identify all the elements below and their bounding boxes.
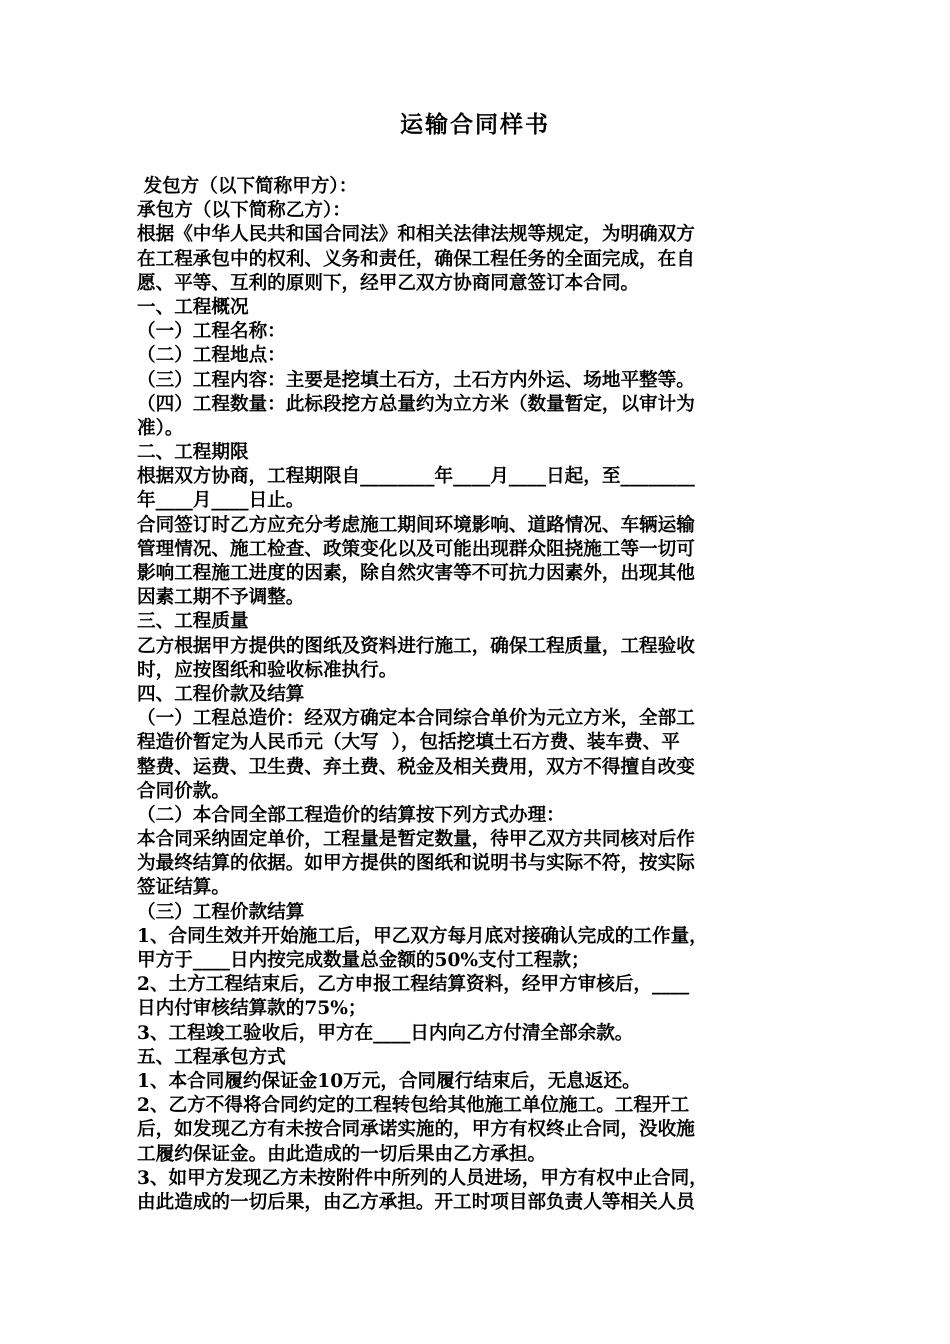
document-line: （一）工程名称： xyxy=(137,321,286,343)
document-line: 一、工程概况 xyxy=(137,296,249,318)
document-line: （二）工程地点： xyxy=(137,345,286,367)
document-line: 二、工程期限 xyxy=(137,442,249,464)
document-line: 管理情况、施工检查、政策变化以及可能出现群众阻挠施工等一切可 xyxy=(137,538,695,560)
document-line: 甲方于____日内按完成数量总金额的50%支付工程款； xyxy=(137,950,590,971)
document-line: 3、如甲方发现乙方未按附件中所列的人员进场，甲方有权中止合同， xyxy=(137,1167,708,1189)
document-line: （四）工程数量：此标段挖方总量约为立方米（数量暂定，以审计为 xyxy=(137,393,695,415)
document-line: 发包方（以下简称甲方）： xyxy=(137,176,358,197)
document-line: 日内付审核结算款的75%； xyxy=(137,998,367,1020)
document-line: 程造价暂定为人民币元（大写 ），包括挖填土石方费、装车费、平 xyxy=(137,732,680,754)
document-line: 根据《中华人民共和国合同法》和相关法律法规等规定，为明确双方 xyxy=(137,224,695,246)
document-line: 签证结算。 xyxy=(137,877,230,899)
document-line: 合同签订时乙方应充分考虑施工期间环境影响、道路情况、车辆运输 xyxy=(137,514,695,536)
document-line: 愿、平等、互利的原则下，经甲乙双方协商同意签订本合同。 xyxy=(137,272,640,294)
document-body xyxy=(137,175,827,1215)
document-line: 因素工期不予调整。 xyxy=(137,587,305,609)
document-line: 1、合同生效并开始施工后，甲乙双方每月底对接确认完成的工作量， xyxy=(137,925,708,947)
document-line: 本合同采纳固定单价，工程量是暂定数量，待甲乙双方共同核对后作 xyxy=(137,829,695,851)
document-line: 1、本合同履约保证金10万元，合同履行结束后，无息返还。 xyxy=(137,1070,641,1092)
document-line: 3、工程竣工验收后，甲方在____日内向乙方付清全部余款。 xyxy=(137,1022,634,1044)
document-line: 合同价款。 xyxy=(137,780,230,802)
document-line: （三）工程内容：主要是挖填土石方，土石方内外运、场地平整等。 xyxy=(137,369,695,391)
document-line: 年____月____日止。 xyxy=(137,490,305,512)
document-title: 运输合同样书 xyxy=(400,111,550,138)
document-line: 后，如发现乙方有未按合同承诺实施的，甲方有权终止合同，没收施 xyxy=(137,1119,695,1141)
document-line: 工履约保证金。由此造成的一切后果由乙方承担。 xyxy=(137,1143,547,1165)
document-line: 五、工程承包方式 xyxy=(137,1046,286,1068)
document-line: 影响工程施工进度的因素，除自然灾害等不可抗力因素外，出现其他 xyxy=(137,563,695,584)
document-line: 为最终结算的依据。如甲方提供的图纸和说明书与实际不符，按实际 xyxy=(137,853,695,875)
document-line: 2、乙方不得将合同约定的工程转包给其他施工单位施工。工程开工 xyxy=(137,1095,690,1117)
document-line: （三）工程价款结算 xyxy=(137,901,305,923)
document-line: 四、工程价款及结算 xyxy=(137,683,305,705)
document-line: 在工程承包中的权利、义务和责任，确保工程任务的全面完成，在自 xyxy=(137,248,695,270)
document-line: 三、工程质量 xyxy=(137,611,249,633)
document-line: 根据双方协商，工程期限自________年____月____日起，至________ xyxy=(137,466,695,488)
document-line: 时，应按图纸和验收标准执行。 xyxy=(137,659,398,681)
document-line: 乙方根据甲方提供的图纸及资料进行施工，确保工程质量，工程验收 xyxy=(137,635,695,657)
document-line: 2、土方工程结束后，乙方申报工程结算资料，经甲方审核后，____ xyxy=(137,974,690,996)
document-line: （一）工程总造价：经双方确定本合同综合单价为元立方米，全部工 xyxy=(137,708,695,730)
document-line: 承包方（以下简称乙方）： xyxy=(137,200,351,222)
document-line: 准）。 xyxy=(137,417,184,439)
document-line: （二）本合同全部工程造价的结算按下列方式办理： xyxy=(137,804,565,826)
document-line: 整费、运费、卫生费、弃土费、税金及相关费用，双方不得擅自改变 xyxy=(137,756,695,778)
document-line: 由此造成的一切后果，由乙方承担。开工时项目部负责人等相关人员 xyxy=(137,1191,695,1213)
